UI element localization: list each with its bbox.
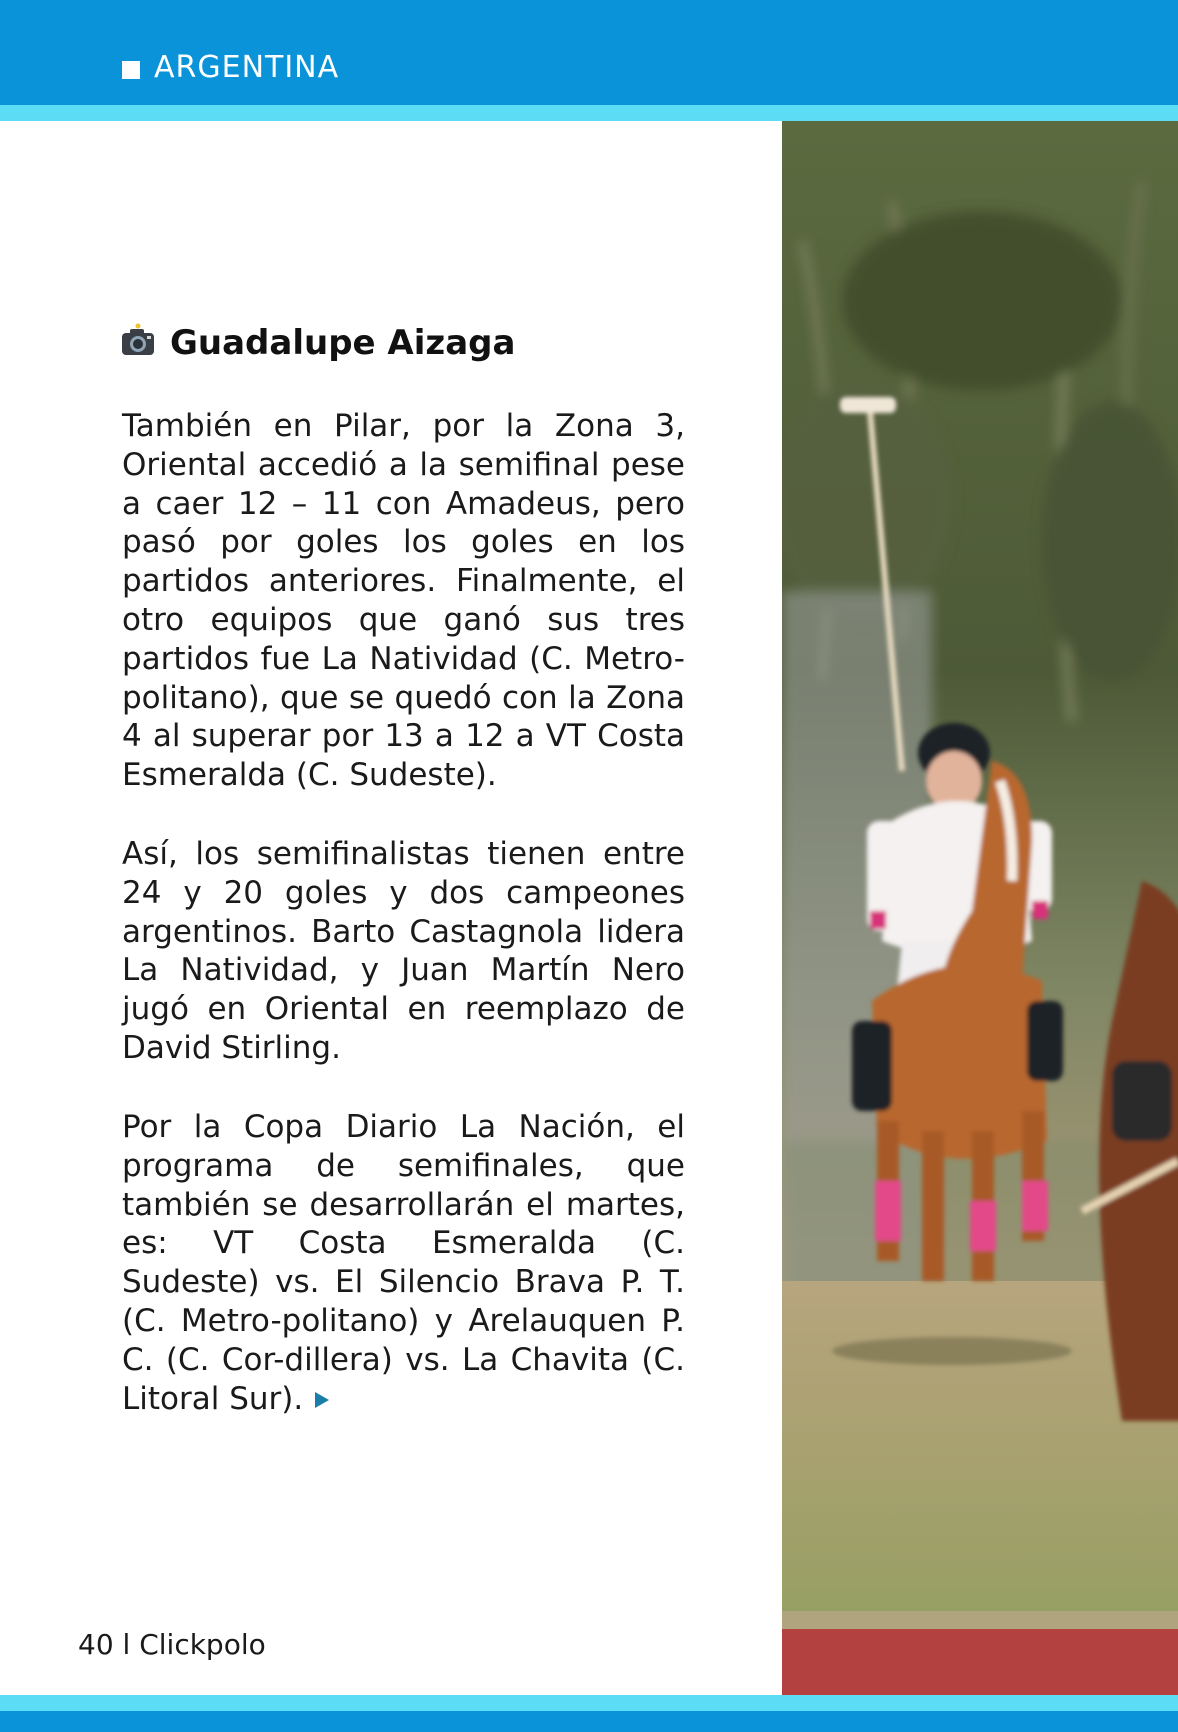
page-footer-label: 40 l Clickpolo [78, 1628, 266, 1661]
article-paragraph-2: Así, los semifinalistas tienen entre 24 y 20 goles y dos campeones argentinos. Barto Castagnola lidera La Natividad, y Juan Martín Nero jugó en Oriental en reemplazo de David Stirling. [122, 836, 685, 1066]
article-paragraph-3-text: Por la Copa Diario La Nación, el programa de semifinales, que también se desarrollarán el martes, es: VT Costa Esmeralda (C. Sudeste) vs. El Silencio Brava P. T. (C. Metro-politano) y Arelauquen P. C. (C. Cor-dillera) vs. La Chavita (C. Litoral Sur). [122, 1109, 685, 1417]
footer-bar [0, 1711, 1178, 1732]
polo-photo [782, 121, 1178, 1695]
section-label: ARGENTINA [154, 50, 340, 85]
header-stripe [0, 105, 1178, 121]
photo-credit [120, 323, 515, 363]
photographer-name: Guadalupe Aizaga [170, 323, 516, 363]
play-triangle-icon [315, 1392, 329, 1408]
article-paragraph-1: También en Pilar, por la Zona 3, Oriental accedió a la semifinal pese a caer 12 – 11 con Amadeus, pero pasó por goles los goles en los partidos anteriores. Finalmente, el otro equipos que ganó sus tres partidos fue La Natividad (C. Metro-politano), que se quedó con la Zona 4 al superar por 13 a 12 a VT Costa Esmeralda (C. Sudeste). [122, 408, 685, 794]
camera-icon [120, 323, 156, 363]
section-square-icon [122, 61, 140, 79]
footer-stripe [0, 1695, 1178, 1711]
article-paragraph-3 [122, 1108, 685, 1418]
